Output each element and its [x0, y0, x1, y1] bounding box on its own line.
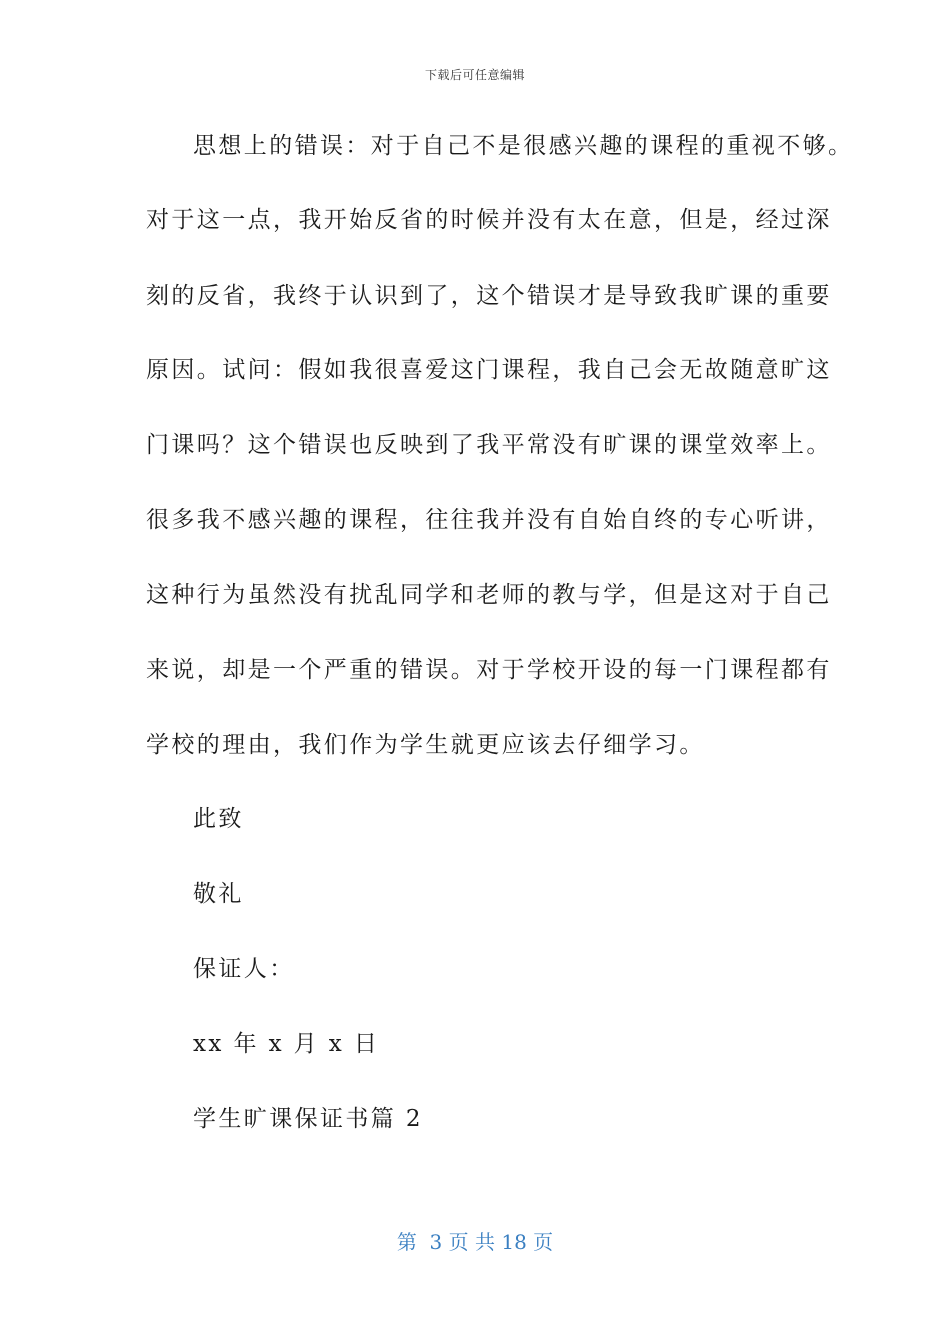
- paragraph-line: 刻的反省，我终于认识到了，这个错误才是导致我旷课的重要: [146, 283, 832, 309]
- paragraph-line: 很多我不感兴趣的课程，往往我并没有自始自终的专心听讲，: [146, 507, 832, 533]
- header-note: 下载后可任意编辑: [424, 68, 525, 82]
- date-line: xx 年 x 月 x 日: [193, 1031, 380, 1057]
- paragraph-line: 原因。试问：假如我很喜爱这门课程，我自己会无故随意旷这: [146, 357, 832, 383]
- paragraph-line: 思想上的错误：对于自己不是很感兴趣的课程的重视不够。: [193, 133, 854, 159]
- paragraph-line: 学校的理由，我们作为学生就更应该去仔细学习。: [146, 732, 705, 758]
- page-number: 第 3 页 共 18 页: [396, 1230, 554, 1254]
- closing-respect: 敬礼: [193, 881, 244, 907]
- paragraph-line: 来说，却是一个严重的错误。对于学校开设的每一门课程都有: [146, 657, 832, 683]
- closing-salutation: 此致: [193, 806, 244, 832]
- paragraph-line: 门课吗？这个错误也反映到了我平常没有旷课的课堂效率上。: [146, 432, 832, 458]
- signer-label: 保证人：: [193, 956, 295, 982]
- next-section-title: 学生旷课保证书篇 2: [193, 1106, 423, 1132]
- paragraph-line: 对于这一点，我开始反省的时候并没有太在意，但是，经过深: [146, 207, 832, 233]
- paragraph-line: 这种行为虽然没有扰乱同学和老师的教与学，但是这对于自己: [146, 582, 832, 608]
